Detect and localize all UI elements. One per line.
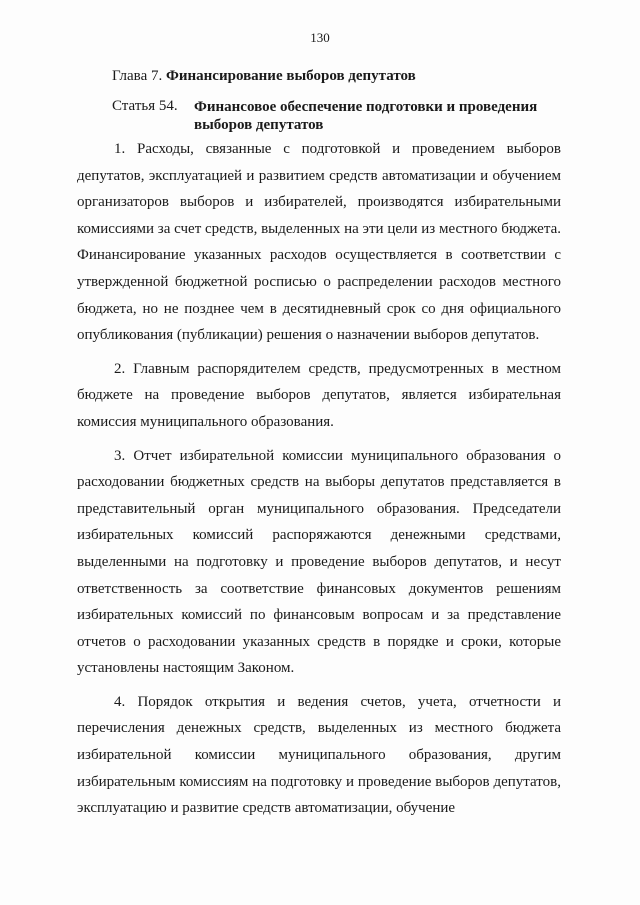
chapter-label: Глава 7. (112, 68, 163, 84)
page-number: 130 (310, 30, 330, 45)
paragraph-2: 2. Главным распорядителем средств, предусмотренных в местном бюджете на проведение выборов депутатов, является избирательная комиссия муниципального образования. (77, 360, 561, 430)
article-label: Статья 54. (112, 98, 178, 114)
chapter-heading (112, 68, 416, 85)
article-title: Финансовое обеспечение подготовки и проведения выборов депутатов (194, 99, 538, 133)
article-heading (112, 98, 572, 134)
paragraph-3: 3. Отчет избирательной комиссии муниципального образования о расходовании бюджетных средств на выборы депутатов представляется в представительный орган муниципального образования. Председатели избирательных комиссий распоряжаются денежными средствами, выделенными на подготовку и проведение выборов депутатов, и несут ответственность за соответствие финансовых документов решениям избирательных комиссий по финансовым вопросам и за представление отчетов о расходовании указанных средств в порядке и сроки, которые установлены настоящим Законом. (77, 447, 561, 677)
paragraph-4: 4. Порядок открытия и ведения счетов, учета, отчетности и перечисления денежных средств, выделенных из местного бюджета избирательной комиссии муниципального образования, другим избирательным комиссиям на подготовку и проведение выборов депутатов, эксплуатацию и развитие средств автоматизации, обучение (77, 693, 561, 817)
chapter-title: Финансирование выборов депутатов (165, 68, 416, 84)
article-body (77, 136, 561, 822)
paragraph-1: 1. Расходы, связанные с подготовкой и проведением выборов депутатов, эксплуатацией и развитием средств автоматизации и обучением организаторов выборов и избирателей, производятся избирательными комиссиями за счет средств, выделенных на эти цели из местного бюджета. Финансирование указанных расходов осуществляется в соответствии с утвержденной бюджетной росписью о распределении расходов местного бюджета, но не позднее чем в десятидневный срок со дня официального опубликования (публикации) решения о назначении выборов депутатов. (77, 141, 561, 344)
